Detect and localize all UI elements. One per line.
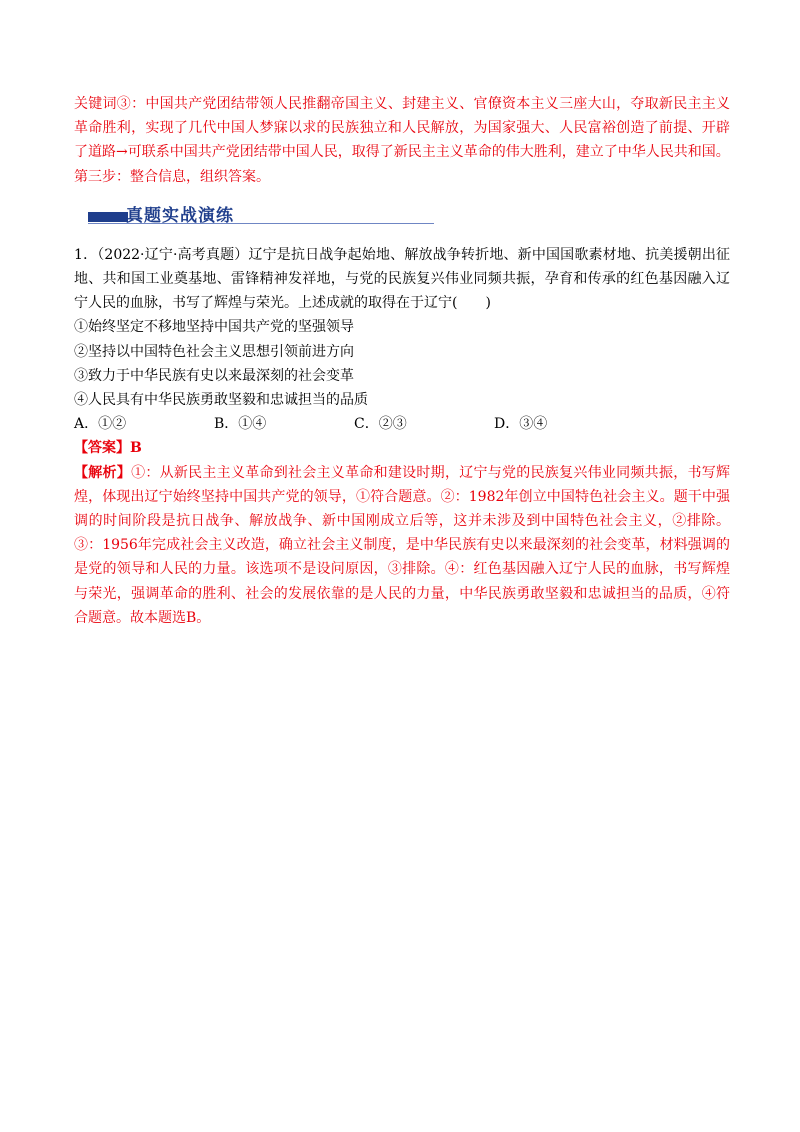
choice-a: A．①② <box>74 416 127 433</box>
section-banner <box>74 201 730 229</box>
question-stem <box>74 243 730 316</box>
question-text: 辽宁是抗日战争起始地、解放战争转折地、新中国国歌素材地、抗美援朝出征地、共和国工业奠基地、雷锋精神发祥地，与党的民族复兴伟业同频共振，孕育和传承的红色基因融入辽宁人民的血脉，书写了辉煌与荣光。上述成就的取得在于辽宁( ) <box>74 246 731 312</box>
keyword-paragraph: 关键词③：中国共产党团结带领人民推翻帝国主义、封建主义、官僚资本主义三座大山，夺取新民主主义革命胜利，实现了几代中国人梦寐以求的民族独立和人民解放，为国家强大、人民富裕创造了前提、开辟了道路→可联系中国共产党团结带中国人民，取得了新民主主义革命的伟大胜利，建立了中华人民共和国。 <box>74 96 730 161</box>
document-page <box>74 92 730 630</box>
choice-c: C．②③ <box>354 416 407 433</box>
section-title: 真题实战演练 <box>126 205 234 226</box>
statement-3: ③致力于中华民族有史以来最深刻的社会变革 <box>74 367 354 384</box>
analysis-paragraph <box>74 461 730 630</box>
analysis-text: ①：从新民主主义革命到社会主义革命和建设时期，辽宁与党的民族复兴伟业同频共振，书写辉煌，体现出辽宁始终坚持中国共产党的领导，①符合题意。②：1982年创立中国特色社会主义。题干中强调的时间阶段是抗日战争、解放战争、新中国刚成立后等，这并未涉及到中国特色社会主义，②排除。③：1956年完成社会主义改造，确立社会主义制度，是中华民族有史以来最深刻的社会变革，材料强调的是党的领导和人民的力量。该选项不是设问原因，③排除。④：红色基因融入辽宁人民的血脉，书写辉煌与荣光，强调革命的胜利、社会的发展依靠的是人民的力量，中华民族勇敢坚毅和忠诚担当的品质，④符合题意。故本题选B。 <box>74 464 731 626</box>
analysis-tag: 【解析】 <box>74 464 132 481</box>
keyword-block <box>74 92 730 189</box>
answer-line <box>74 436 730 460</box>
banner-bar-icon <box>88 212 128 222</box>
answer-tag: 【答案】 <box>74 440 130 457</box>
statement-2: ②坚持以中国特色社会主义思想引领前进方向 <box>74 343 354 360</box>
choice-b: B．①④ <box>214 416 267 433</box>
answer-value: B <box>130 440 142 457</box>
question-source: （2022·辽宁·高考真题） <box>97 246 249 263</box>
choice-row <box>74 412 730 436</box>
question-number: 1． <box>74 246 98 263</box>
statement-1: ①始终坚定不移地坚持中国共产党的坚强领导 <box>74 319 354 336</box>
step-three-paragraph: 第三步：整合信息，组织答案。 <box>74 168 270 185</box>
statement-4: ④人民具有中华民族勇敢坚毅和忠诚担当的品质 <box>74 392 368 409</box>
question-block <box>74 243 730 437</box>
choice-d: D．③④ <box>494 416 548 433</box>
